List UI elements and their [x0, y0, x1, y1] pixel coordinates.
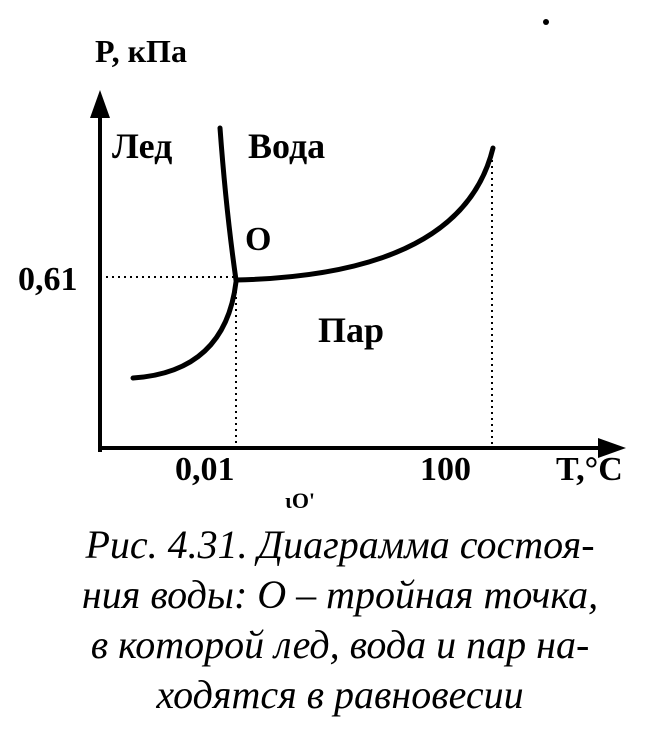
- x-tick-label-boiling: 100: [420, 451, 471, 488]
- x-tick-label-triple: 0,01: [175, 451, 235, 488]
- y-axis-label: P, кПа: [95, 33, 187, 69]
- figure-caption: [40, 520, 640, 720]
- region-label-ice: Лед: [112, 126, 173, 166]
- region-label-vapor: Пар: [318, 310, 385, 350]
- sublimation-curve: [133, 282, 236, 378]
- x-axis-label: T,°C: [556, 451, 623, 488]
- speck-dot: [543, 19, 549, 25]
- vaporization-curve: [236, 148, 493, 280]
- caption-line-4: ходятся в равновесии: [156, 672, 524, 717]
- y-axis-arrow: [90, 90, 110, 118]
- caption-line-3: в которой лед, вода и пар на-: [90, 622, 590, 667]
- stray-mark: ιΟ': [285, 488, 316, 513]
- caption-line-2: ния воды: О – тройная точка,: [81, 572, 599, 617]
- melting-curve: [220, 128, 236, 280]
- region-label-water: Вода: [248, 126, 326, 166]
- y-tick-label: 0,61: [18, 261, 78, 298]
- caption-line-1: Рис. 4.31. Диаграмма состоя-: [85, 522, 595, 567]
- triple-point-label: O: [245, 221, 272, 258]
